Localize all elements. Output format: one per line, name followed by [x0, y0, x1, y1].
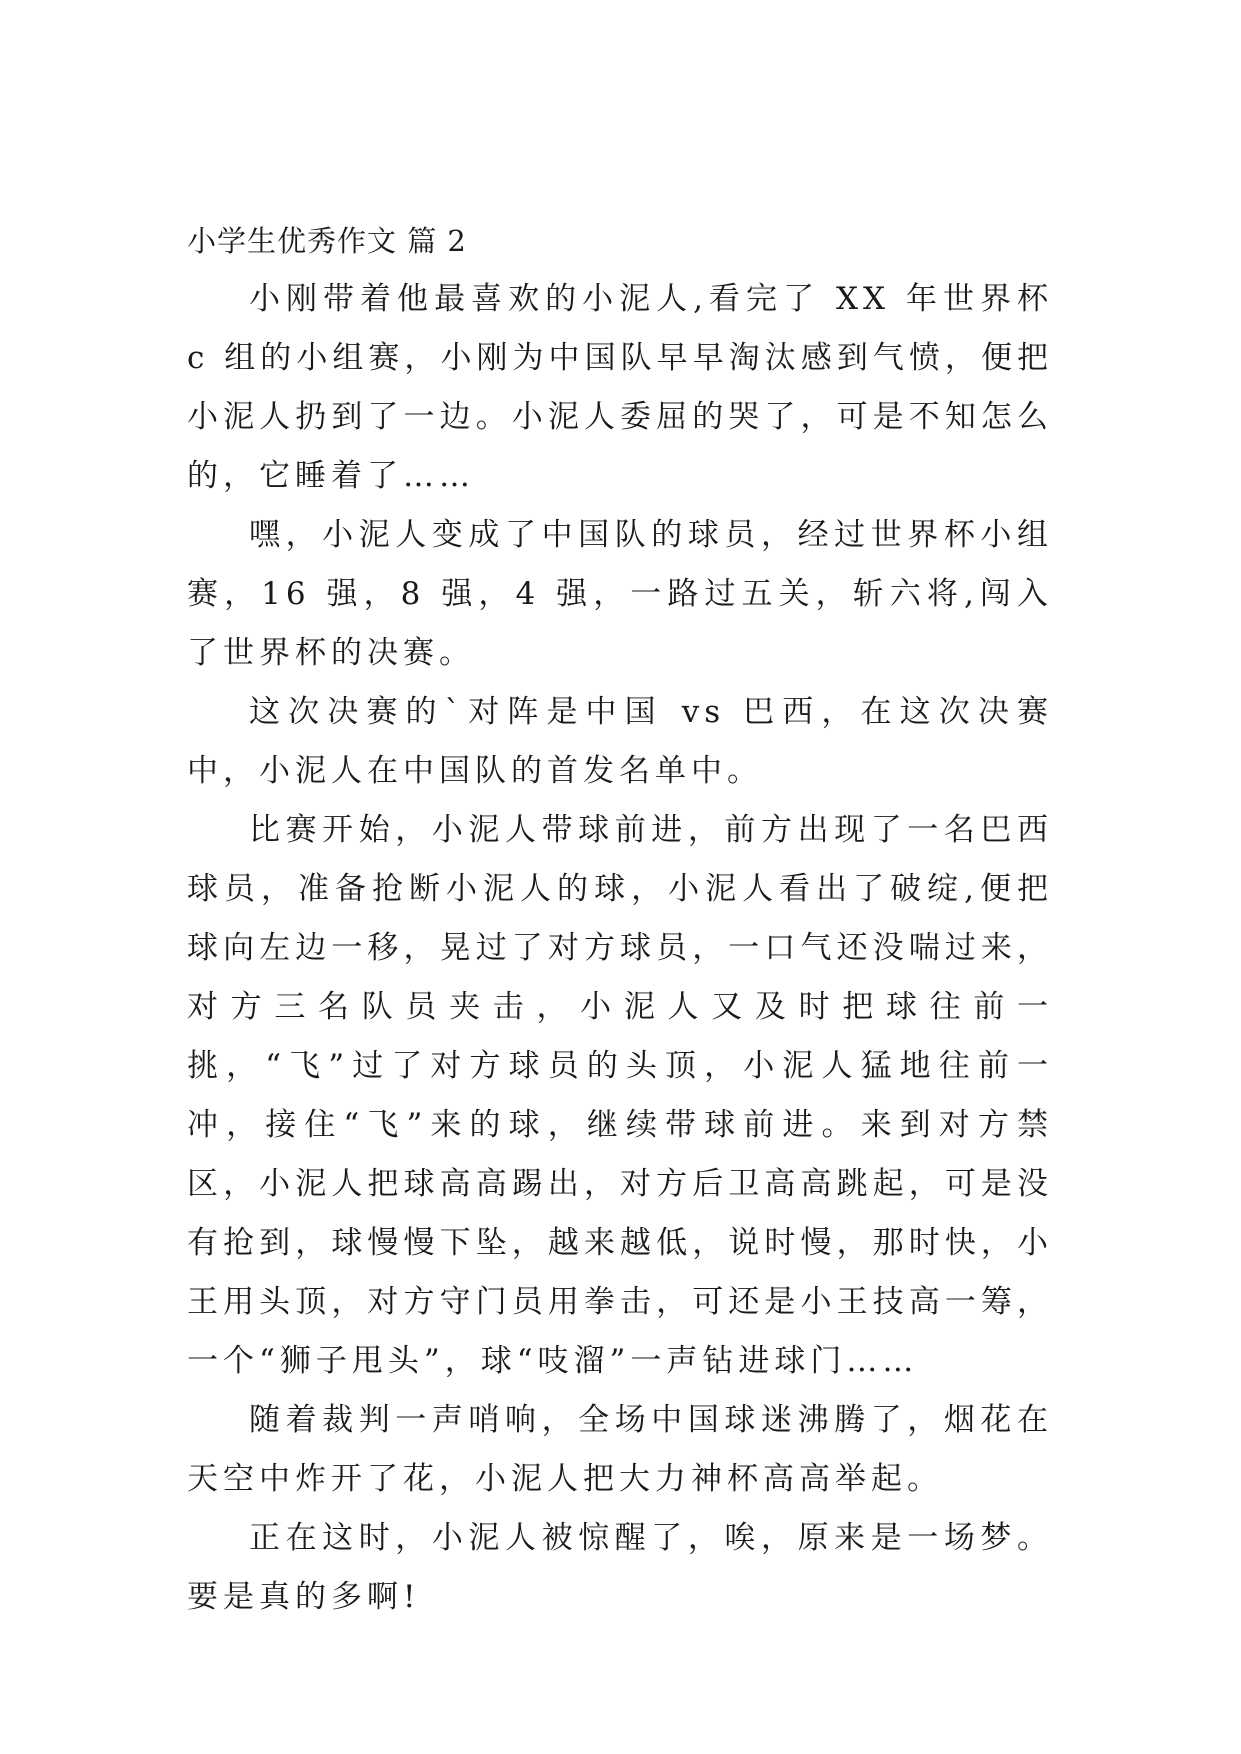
paragraph-2: 嘿，小泥人变成了中国队的球员，经过世界杯小组赛，16 强，8 强，4 强，一路过五关，斩六将,闯入了世界杯的决赛。 [187, 517, 1053, 671]
paragraph-4: 比赛开始，小泥人带球前进，前方出现了一名巴西球员，准备抢断小泥人的球，小泥人看出了破绽,便把球向左边一移，晃过了对方球员，一口气还没喘过来，对方三名队员夹击，小泥人又及时把球往前一挑，“飞”过了对方球员的头顶，小泥人猛地往前一冲，接住“飞”来的球，继续带球前进。来到对方禁区，小泥人把球高高踢出，对方后卫高高跳起，可是没有抢到，球慢慢下坠，越来越低，说时慢，那时快，小王用头顶，对方守门员用拳击，可还是小王技高一筹，一个“狮子甩头”，球“吱溜”一声钻进球门…… [187, 812, 1053, 1379]
essay-title: 小学生优秀作文 篇 2 [187, 224, 467, 258]
paragraph-6: 正在这时，小泥人被惊醒了，唉，原来是一场梦。要是真的多啊! [187, 1520, 1053, 1615]
paragraph-1: 小刚带着他最喜欢的小泥人,看完了 XX 年世界杯 c 组的小组赛，小刚为中国队早早淘汰感到气愤，便把小泥人扔到了一边。小泥人委屈的哭了，可是不知怎么的，它睡着了…… [187, 281, 1053, 494]
paragraph-5: 随着裁判一声哨响，全场中国球迷沸腾了，烟花在天空中炸开了花，小泥人把大力神杯高高举起。 [187, 1402, 1053, 1497]
document-body [187, 212, 1053, 1627]
paragraph-3: 这次决赛的`对阵是中国 vs 巴西，在这次决赛中，小泥人在中国队的首发名单中。 [187, 694, 1053, 789]
